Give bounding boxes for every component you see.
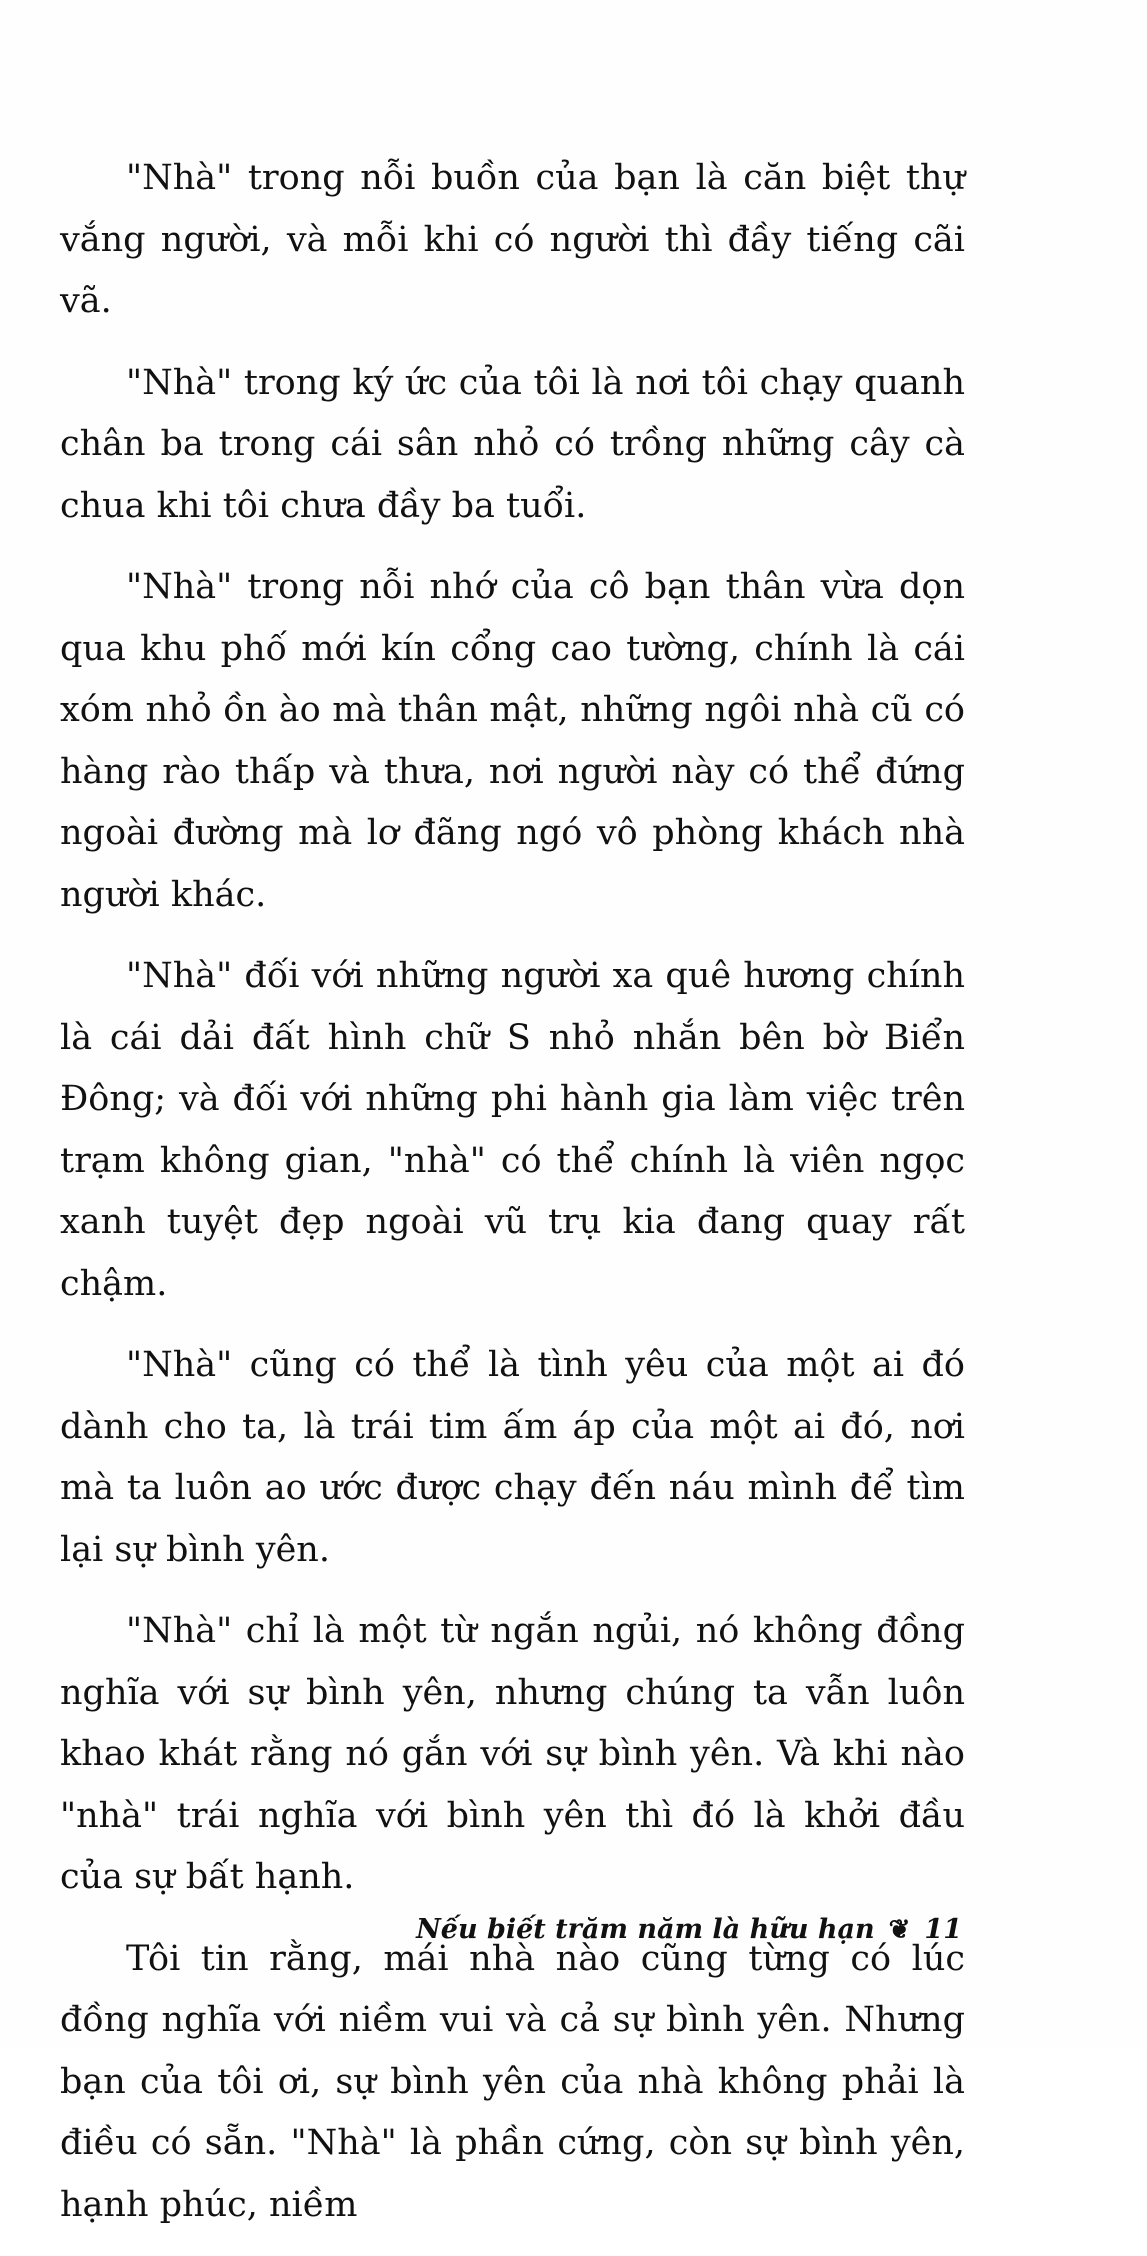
running-title: Nếu biết trăm năm là hữu hạn (416, 1914, 875, 1945)
paragraph: "Nhà" trong nỗi nhớ của cô bạn thân vừa dọn qua khu phố mới kín cổng cao tường, chính là cái xóm nhỏ ồn ào mà thân mật, những ngôi nhà cũ có hàng rào thấp và thưa, nơi người này có thể đứng ngoài đường mà lơ đãng ngó vô phòng khách nhà người khác. (60, 567, 965, 915)
paragraph: Tôi tin rằng, mái nhà nào cũng từng có lúc đồng nghĩa với niềm vui và cả sự bình yên. Nhưng bạn của tôi ơi, sự bình yên của nhà không phải là điều có sẵn. "Nhà" là phần cứng, còn sự bình yên, hạnh phúc, niềm (60, 1938, 965, 2225)
paragraph: "Nhà" chỉ là một từ ngắn ngủi, nó không đồng nghĩa với sự bình yên, nhưng chúng ta vẫn luôn khao khát rằng nó gắn với sự bình yên. Và khi nào "nhà" trái nghĩa với bình yên thì đó là khởi đầu của sự bất hạnh. (60, 1611, 965, 1897)
paragraph: "Nhà" trong nỗi buồn của bạn là căn biệt thự vắng người, và mỗi khi có người thì đầy tiếng cãi vã. (60, 158, 965, 321)
paragraph: "Nhà" trong ký ức của tôi là nơi tôi chạy quanh chân ba trong cái sân nhỏ có trồng những cây cà chua khi tôi chưa đầy ba tuổi. (60, 362, 965, 526)
page-footer (416, 1914, 962, 1945)
paragraph: "Nhà" cũng có thể là tình yêu của một ai đó dành cho ta, là trái tim ấm áp của một ai đó, nơi mà ta luôn ao ước được chạy đến náu mình để tìm lại sự bình yên. (60, 1345, 965, 1570)
paragraph: "Nhà" đối với những người xa quê hương chính là cái dải đất hình chữ S nhỏ nhắn bên bờ Biển Đông; và đối với những phi hành gia làm việc trên trạm không gian, "nhà" có thể chính là viên ngọc xanh tuyệt đẹp ngoài vũ trụ kia đang quay rất chậm. (60, 956, 965, 1304)
page-number: 11 (924, 1914, 962, 1945)
ornament-icon: ❦ (888, 1914, 911, 1945)
